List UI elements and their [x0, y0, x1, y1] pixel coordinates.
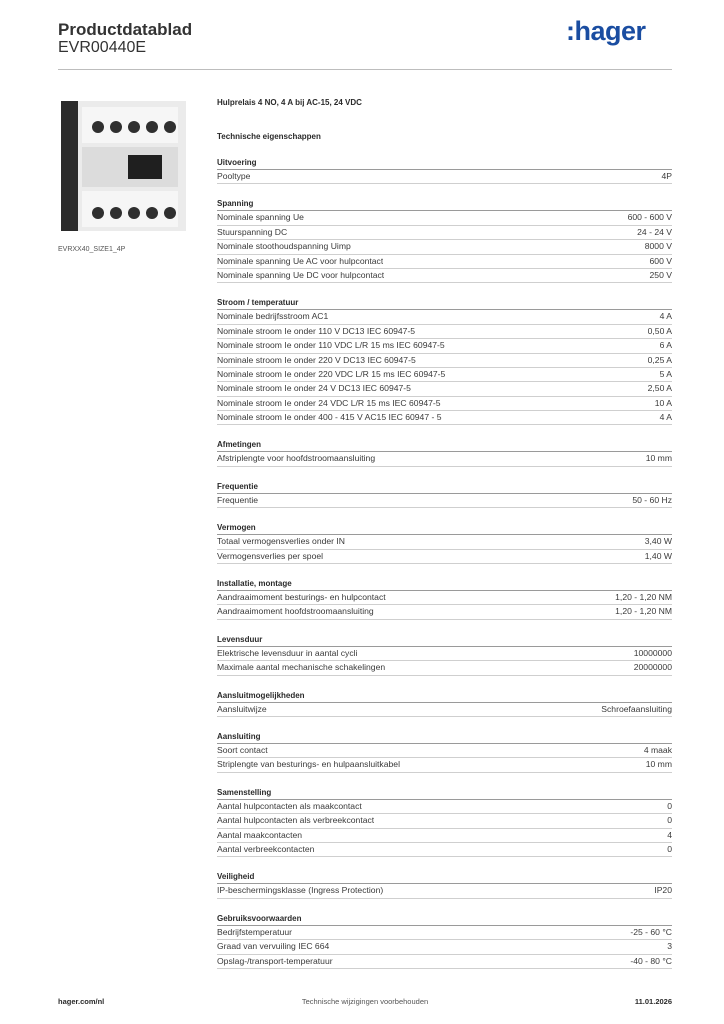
spec-row [217, 829, 672, 843]
spec-label: Nominale spanning Ue [217, 212, 304, 223]
spec-value: 4 [667, 829, 672, 840]
spec-label: Aantal hulpcontacten als maakcontact [217, 800, 362, 811]
spec-row [217, 170, 672, 184]
spec-label: Nominale stroom Ie onder 220 V DC13 IEC 60947-5 [217, 354, 416, 365]
spec-value: 600 V [649, 255, 672, 266]
spec-value: 4 maak [643, 744, 672, 755]
spec-row [217, 240, 672, 254]
spec-row [217, 605, 672, 619]
main-content [217, 97, 672, 969]
spec-label: Frequentie [217, 494, 259, 505]
spec-value: 24 - 24 V [637, 226, 672, 237]
spec-row [217, 269, 672, 283]
hager-logo: :hager [566, 16, 646, 46]
product-title: Hulprelais 4 NO, 4 A bij AC-15, 24 VDC [217, 98, 362, 107]
spec-section [217, 871, 672, 898]
spec-label: Opslag-/transport-temperatuur [217, 955, 333, 966]
spec-value: IP20 [654, 885, 672, 896]
spec-label: Nominale stroom Ie onder 24 VDC L/R 15 ms IEC 60947-5 [217, 397, 441, 408]
spec-label: Bedrijfstemperatuur [217, 926, 292, 937]
tech-heading: Technische eigenschappen [217, 132, 321, 141]
spec-value: 0 [667, 815, 672, 826]
spec-row [217, 758, 672, 772]
spec-label: Pooltype [217, 171, 251, 181]
spec-row [217, 226, 672, 240]
spec-value: 2,50 A [647, 383, 672, 394]
spec-row [217, 368, 672, 382]
spec-row [217, 255, 672, 269]
spec-label: Aandraaimoment hoofdstroomaansluiting [217, 606, 374, 617]
section-title: Uitvoering [217, 157, 672, 170]
spec-value: 0,50 A [647, 325, 672, 336]
spec-row [217, 411, 672, 425]
spec-row [217, 661, 672, 675]
spec-row [217, 339, 672, 353]
spec-section [217, 522, 672, 564]
spec-label: Afstriplengte voor hoofdstroomaansluiting [217, 453, 376, 464]
spec-row [217, 703, 672, 717]
footer [58, 997, 672, 1009]
spec-value: 20000000 [633, 662, 672, 673]
spec-row [217, 550, 672, 564]
spec-value: 0 [667, 800, 672, 811]
spec-value: 10 mm [645, 453, 672, 464]
spec-row [217, 591, 672, 605]
spec-row [217, 382, 672, 396]
spec-section [217, 198, 672, 283]
spec-row [217, 800, 672, 814]
spec-label: Totaal vermogensverlies onder IN [217, 536, 346, 547]
spec-label: Aansluitwijze [217, 703, 267, 714]
spec-label: Aantal maakcontacten [217, 829, 303, 840]
section-title: Spanning [217, 198, 672, 211]
spec-row [217, 884, 672, 898]
spec-value: 10 A [654, 397, 672, 408]
spec-label: Graad van vervuiling IEC 664 [217, 941, 330, 952]
spec-value: 0,25 A [647, 354, 672, 365]
spec-row [217, 494, 672, 508]
spec-value: 1,20 - 1,20 NM [615, 592, 672, 603]
spec-value: 4 A [659, 311, 672, 322]
spec-row [217, 955, 672, 969]
spec-value: 10000000 [633, 647, 672, 658]
product-image [58, 93, 188, 241]
spec-value: 6 A [659, 340, 672, 351]
spec-label: Striplengte van besturings- en hulpaansluitkabel [217, 759, 400, 770]
spec-label: Maximale aantal mechanische schakelingen [217, 662, 386, 673]
spec-label: Nominale stoothoudspanning Uimp [217, 241, 351, 252]
section-title: Aansluitmogelijkheden [217, 690, 672, 703]
section-title: Installatie, montage [217, 578, 672, 591]
spec-label: Nominale spanning Ue AC voor hulpcontact [217, 255, 384, 266]
spec-value: 8000 V [644, 241, 672, 252]
header-title: Productdatablad [58, 20, 193, 39]
spec-label: Nominale stroom Ie onder 400 - 415 V AC15 IEC 60947 - 5 [217, 412, 442, 423]
spec-section [217, 157, 672, 184]
spec-value: 1,40 W [644, 550, 672, 561]
spec-label: Nominale spanning Ue DC voor hulpcontact [217, 269, 385, 280]
spec-value: -25 - 60 °C [630, 926, 672, 937]
spec-value: 0 [667, 843, 672, 854]
spec-label: Aantal hulpcontacten als verbreekcontact [217, 815, 375, 826]
spec-section [217, 578, 672, 620]
section-title: Samenstelling [217, 787, 672, 800]
spec-label: Soort contact [217, 744, 268, 755]
footer-date: 11.01.2026 [634, 997, 672, 1006]
spec-row [217, 211, 672, 225]
spec-row [217, 325, 672, 339]
section-title: Frequentie [217, 481, 672, 494]
spec-value: 4P [661, 171, 672, 181]
spec-label: Nominale stroom Ie onder 220 VDC L/R 15 ms IEC 60947-5 [217, 368, 446, 379]
footer-website[interactable]: hager.com/nl [58, 997, 105, 1006]
spec-row [217, 647, 672, 661]
spec-value: 3 [667, 941, 672, 952]
section-title: Afmetingen [217, 439, 672, 452]
spec-row [217, 940, 672, 954]
section-title: Aansluiting [217, 731, 672, 744]
spec-row [217, 926, 672, 940]
spec-label: Nominale bedrijfsstroom AC1 [217, 311, 329, 322]
header-divider [58, 69, 672, 70]
product-code: EVR00440E [58, 39, 147, 56]
spec-value: Schroefaansluiting [601, 703, 672, 714]
spec-row [217, 310, 672, 324]
spec-row [217, 397, 672, 411]
spec-value: 50 - 60 Hz [632, 494, 672, 505]
spec-value: 5 A [659, 368, 672, 379]
spec-section [217, 787, 672, 858]
section-title: Gebruiksvoorwaarden [217, 913, 672, 926]
spec-value: 1,20 - 1,20 NM [615, 606, 672, 617]
spec-section [217, 690, 672, 717]
spec-section [217, 634, 672, 676]
spec-row [217, 843, 672, 857]
spec-label: Vermogensverlies per spoel [217, 550, 324, 561]
spec-label: Aantal verbreekcontacten [217, 843, 315, 854]
spec-row [217, 814, 672, 828]
section-title: Levensduur [217, 634, 672, 647]
footer-disclaimer: Technische wijzigingen voorbehouden [301, 997, 429, 1006]
spec-label: Elektrische levensduur in aantal cycli [217, 647, 358, 658]
spec-value: 10 mm [645, 759, 672, 770]
section-title: Vermogen [217, 522, 672, 535]
spec-value: -40 - 80 °C [630, 955, 672, 966]
spec-row [217, 452, 672, 466]
spec-label: Nominale stroom Ie onder 24 V DC13 IEC 60947-5 [217, 383, 411, 394]
spec-value: 3,40 W [644, 536, 672, 547]
spec-row [217, 354, 672, 368]
spec-section [217, 913, 672, 969]
spec-section [217, 731, 672, 773]
spec-section [217, 297, 672, 425]
spec-label: Stuurspanning DC [217, 226, 288, 237]
spec-value: 4 A [659, 412, 672, 423]
spec-section [217, 439, 672, 466]
spec-label: Nominale stroom Ie onder 110 V DC13 IEC 60947-5 [217, 325, 416, 336]
spec-value: 600 - 600 V [627, 212, 672, 223]
section-title: Stroom / temperatuur [217, 297, 672, 310]
section-title: Veiligheid [217, 871, 672, 884]
spec-row [217, 744, 672, 758]
spec-row [217, 535, 672, 549]
spec-sections [217, 157, 672, 969]
image-caption: EVRXX40_SIZE1_4P [58, 246, 126, 253]
spec-label: IP-beschermingsklasse (Ingress Protection) [217, 885, 384, 896]
spec-label: Nominale stroom Ie onder 110 VDC L/R 15 ms IEC 60947-5 [217, 340, 445, 351]
spec-section [217, 481, 672, 508]
spec-value: 250 V [649, 269, 672, 280]
spec-label: Aandraaimoment besturings- en hulpcontact [217, 592, 386, 603]
